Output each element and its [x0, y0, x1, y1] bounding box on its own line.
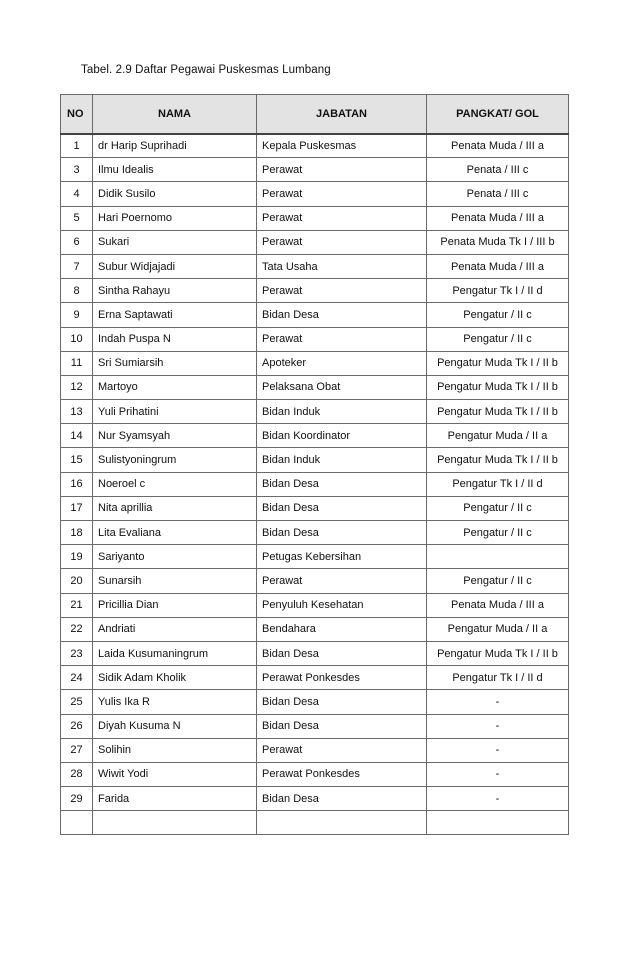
cell-no: 9 — [61, 303, 93, 327]
cell-pangkat: Penata / III c — [427, 182, 569, 206]
cell-jabatan: Perawat — [257, 230, 427, 254]
table-row — [61, 327, 569, 351]
cell-no: 26 — [61, 714, 93, 738]
cell-no: 7 — [61, 254, 93, 278]
cell-no: 21 — [61, 593, 93, 617]
cell-no: 11 — [61, 351, 93, 375]
cell-pangkat: Penata Muda / III a — [427, 254, 569, 278]
cell-jabatan: Petugas Kebersihan — [257, 545, 427, 569]
cell-jabatan: Perawat — [257, 279, 427, 303]
cell-nama — [93, 811, 257, 835]
cell-jabatan: Perawat — [257, 158, 427, 182]
table-row — [61, 521, 569, 545]
cell-pangkat: - — [427, 738, 569, 762]
cell-pangkat: Pengatur Muda / II a — [427, 617, 569, 641]
cell-nama: Nur Syamsyah — [93, 424, 257, 448]
cell-nama: Sulistyoningrum — [93, 448, 257, 472]
table-row — [61, 496, 569, 520]
cell-jabatan: Bidan Koordinator — [257, 424, 427, 448]
cell-no: 18 — [61, 521, 93, 545]
cell-no: 28 — [61, 762, 93, 786]
table-row — [61, 545, 569, 569]
staff-table — [60, 94, 569, 835]
cell-nama: Farida — [93, 787, 257, 811]
cell-pangkat — [427, 545, 569, 569]
cell-no: 19 — [61, 545, 93, 569]
cell-jabatan: Bidan Desa — [257, 690, 427, 714]
header-pangkat: PANGKAT/ GOL — [427, 95, 569, 134]
cell-no: 25 — [61, 690, 93, 714]
cell-pangkat: Penata / III c — [427, 158, 569, 182]
table-row — [61, 158, 569, 182]
table-row — [61, 182, 569, 206]
cell-no: 13 — [61, 400, 93, 424]
cell-jabatan: Apoteker — [257, 351, 427, 375]
table-row — [61, 714, 569, 738]
cell-pangkat: - — [427, 690, 569, 714]
cell-no: 24 — [61, 666, 93, 690]
cell-nama: Pricillia Dian — [93, 593, 257, 617]
cell-nama: Martoyo — [93, 375, 257, 399]
cell-nama: dr Harip Suprihadi — [93, 134, 257, 158]
cell-no: 27 — [61, 738, 93, 762]
cell-nama: Sintha Rahayu — [93, 279, 257, 303]
table-row — [61, 206, 569, 230]
cell-nama: Sri Sumiarsih — [93, 351, 257, 375]
cell-pangkat: - — [427, 714, 569, 738]
cell-jabatan: Bidan Desa — [257, 303, 427, 327]
table-row — [61, 400, 569, 424]
header-row — [61, 95, 569, 134]
cell-pangkat: Pengatur Muda Tk I / II b — [427, 448, 569, 472]
cell-jabatan: Bidan Desa — [257, 472, 427, 496]
cell-no: 20 — [61, 569, 93, 593]
cell-nama: Sariyanto — [93, 545, 257, 569]
cell-no: 22 — [61, 617, 93, 641]
cell-jabatan: Perawat Ponkesdes — [257, 666, 427, 690]
cell-no: 1 — [61, 134, 93, 158]
cell-nama: Lita Evaliana — [93, 521, 257, 545]
cell-nama: Hari Poernomo — [93, 206, 257, 230]
cell-jabatan: Bidan Desa — [257, 496, 427, 520]
table-row — [61, 375, 569, 399]
cell-nama: Didik Susilo — [93, 182, 257, 206]
cell-pangkat: - — [427, 762, 569, 786]
table-row — [61, 593, 569, 617]
cell-jabatan: Perawat Ponkesdes — [257, 762, 427, 786]
cell-nama: Diyah Kusuma N — [93, 714, 257, 738]
table-row — [61, 666, 569, 690]
cell-jabatan: Kepala Puskesmas — [257, 134, 427, 158]
cell-pangkat: Pengatur / II c — [427, 569, 569, 593]
cell-nama: Wiwit Yodi — [93, 762, 257, 786]
table-row — [61, 787, 569, 811]
cell-nama: Noeroel c — [93, 472, 257, 496]
header-jabatan: JABATAN — [257, 95, 427, 134]
cell-nama: Andriati — [93, 617, 257, 641]
table-caption: Tabel. 2.9 Daftar Pegawai Puskesmas Lumbang — [81, 64, 331, 76]
cell-pangkat: Pengatur / II c — [427, 327, 569, 351]
table-row — [61, 641, 569, 665]
cell-jabatan: Penyuluh Kesehatan — [257, 593, 427, 617]
table-row — [61, 279, 569, 303]
cell-pangkat: Pengatur Muda Tk I / II b — [427, 375, 569, 399]
table-row — [61, 230, 569, 254]
cell-no: 4 — [61, 182, 93, 206]
cell-nama: Yulis Ika R — [93, 690, 257, 714]
cell-nama: Nita aprillia — [93, 496, 257, 520]
cell-pangkat: - — [427, 787, 569, 811]
cell-no: 29 — [61, 787, 93, 811]
cell-nama: Solihin — [93, 738, 257, 762]
cell-jabatan: Perawat — [257, 182, 427, 206]
cell-nama: Ilmu Idealis — [93, 158, 257, 182]
cell-jabatan: Bidan Induk — [257, 400, 427, 424]
cell-pangkat: Pengatur Tk I / II d — [427, 279, 569, 303]
table-row — [61, 134, 569, 158]
cell-pangkat — [427, 811, 569, 835]
cell-pangkat: Pengatur / II c — [427, 521, 569, 545]
table-row — [61, 351, 569, 375]
cell-pangkat: Pengatur / II c — [427, 303, 569, 327]
cell-no: 5 — [61, 206, 93, 230]
cell-pangkat: Pengatur / II c — [427, 496, 569, 520]
cell-jabatan: Bidan Desa — [257, 521, 427, 545]
header-nama: NAMA — [93, 95, 257, 134]
cell-no: 6 — [61, 230, 93, 254]
cell-jabatan: Perawat — [257, 569, 427, 593]
cell-pangkat: Pengatur Muda Tk I / II b — [427, 641, 569, 665]
cell-no: 10 — [61, 327, 93, 351]
cell-pangkat: Pengatur Muda Tk I / II b — [427, 351, 569, 375]
table-row — [61, 569, 569, 593]
cell-no: 17 — [61, 496, 93, 520]
cell-pangkat: Penata Muda / III a — [427, 593, 569, 617]
table-row — [61, 617, 569, 641]
cell-jabatan: Tata Usaha — [257, 254, 427, 278]
cell-jabatan: Pelaksana Obat — [257, 375, 427, 399]
cell-pangkat: Penata Muda Tk I / III b — [427, 230, 569, 254]
table-row — [61, 254, 569, 278]
table-row — [61, 762, 569, 786]
cell-jabatan: Perawat — [257, 327, 427, 351]
table-header — [61, 95, 569, 134]
cell-no: 15 — [61, 448, 93, 472]
cell-nama: Indah Puspa N — [93, 327, 257, 351]
cell-no: 23 — [61, 641, 93, 665]
cell-pangkat: Pengatur Muda Tk I / II b — [427, 400, 569, 424]
cell-pangkat: Penata Muda / III a — [427, 134, 569, 158]
table-body — [61, 134, 569, 835]
cell-nama: Yuli Prihatini — [93, 400, 257, 424]
cell-jabatan: Perawat — [257, 206, 427, 230]
cell-nama: Sunarsih — [93, 569, 257, 593]
cell-jabatan: Bidan Desa — [257, 641, 427, 665]
table-row — [61, 448, 569, 472]
cell-no: 14 — [61, 424, 93, 448]
table-row — [61, 690, 569, 714]
cell-pangkat: Pengatur Muda / II a — [427, 424, 569, 448]
cell-nama: Sidik Adam Kholik — [93, 666, 257, 690]
cell-pangkat: Pengatur Tk I / II d — [427, 472, 569, 496]
cell-nama: Subur Widjajadi — [93, 254, 257, 278]
cell-jabatan — [257, 811, 427, 835]
cell-jabatan: Bendahara — [257, 617, 427, 641]
cell-nama: Erna Saptawati — [93, 303, 257, 327]
cell-no: 12 — [61, 375, 93, 399]
cell-pangkat: Pengatur Tk I / II d — [427, 666, 569, 690]
cell-nama: Laida Kusumaningrum — [93, 641, 257, 665]
cell-no: 16 — [61, 472, 93, 496]
table-row — [61, 738, 569, 762]
cell-no: 3 — [61, 158, 93, 182]
table-row — [61, 303, 569, 327]
table-row — [61, 811, 569, 835]
cell-jabatan: Bidan Desa — [257, 787, 427, 811]
cell-no — [61, 811, 93, 835]
cell-pangkat: Penata Muda / III a — [427, 206, 569, 230]
header-no: NO — [61, 95, 93, 134]
cell-jabatan: Bidan Induk — [257, 448, 427, 472]
table-row — [61, 472, 569, 496]
cell-jabatan: Perawat — [257, 738, 427, 762]
cell-no: 8 — [61, 279, 93, 303]
table-row — [61, 424, 569, 448]
cell-jabatan: Bidan Desa — [257, 714, 427, 738]
cell-nama: Sukari — [93, 230, 257, 254]
